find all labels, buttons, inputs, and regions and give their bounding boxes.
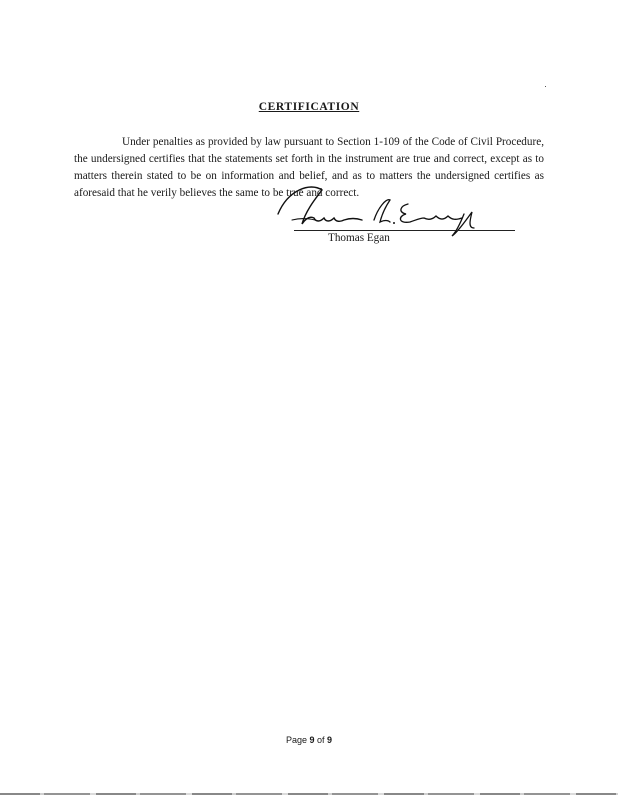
- page-prefix: Page: [285, 735, 310, 745]
- current-page-number: 9: [309, 735, 315, 745]
- document-title: CERTIFICATION: [258, 101, 360, 113]
- scan-edge-artifact: [0, 793, 618, 795]
- scan-artifact-dot: [545, 86, 546, 87]
- total-pages-number: 9: [327, 735, 333, 745]
- signer-printed-name: Thomas Egan: [328, 232, 390, 244]
- page-number-footer: [0, 735, 618, 745]
- signature-line: [294, 230, 515, 231]
- handwritten-signature: [270, 184, 530, 244]
- certification-paragraph: Under penalties as provided by law pursuant to Section 1-109 of the Code of Civil Procedure, the undersigned certifies that the statements set forth in the instrument are true and correct, except as to matters therein stated to be on information and belief, and as to matters the undersigned certifies as aforesaid that he verily believes the same to be true and correct.: [74, 136, 544, 199]
- signature-block: [270, 184, 530, 254]
- page-separator: of: [314, 735, 328, 745]
